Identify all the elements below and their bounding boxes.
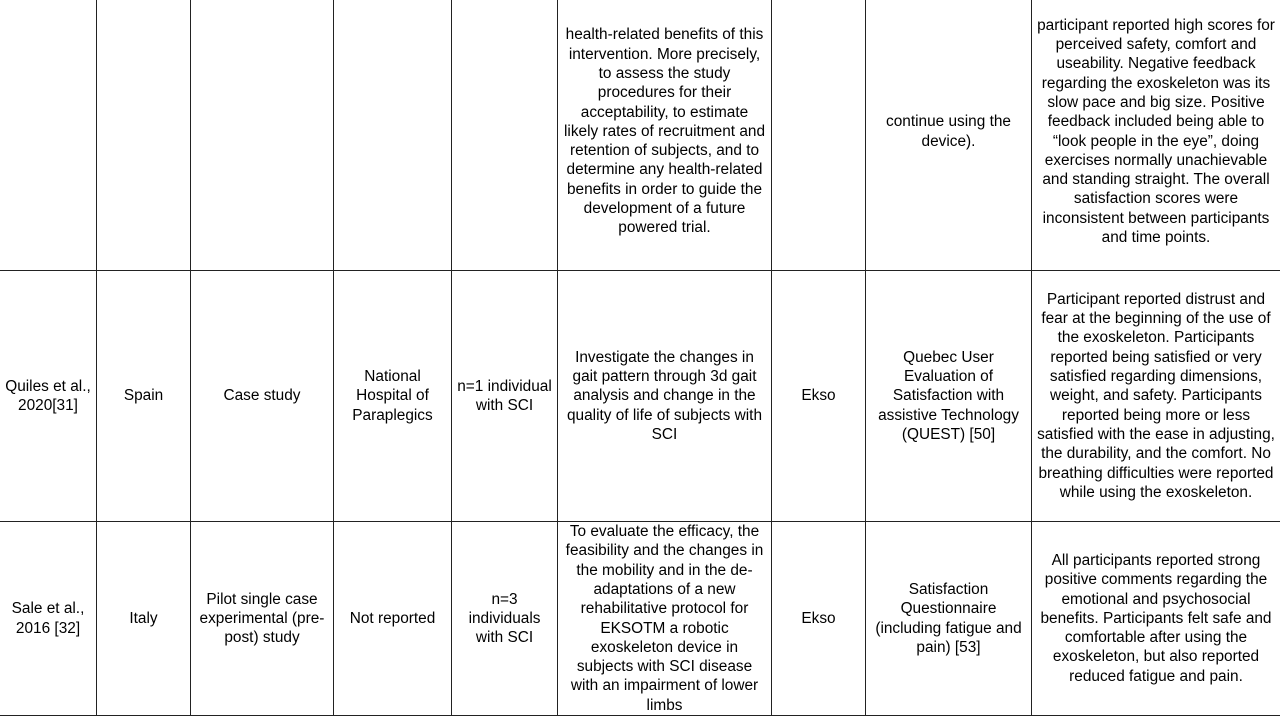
design-cell: Pilot single case experimental (pre-post) study xyxy=(191,522,334,716)
findings-cell: participant reported high scores for perceived safety, comfort and useability. Negative feedback regarding the exoskeleton was its slow pace and big size. Positive feedback included being able to “look people in the eye”, doing exercises normally unachievable and standing straight. The overall satisfaction scores were inconsistent between participants and time points. xyxy=(1032,0,1280,271)
table-row xyxy=(0,0,1280,271)
setting-cell xyxy=(334,0,452,271)
aim-cell: To evaluate the efficacy, the feasibility and the changes in the mobility and in the de-adaptations of a new rehabilitative protocol for EKSOTM a robotic exoskeleton device in subjects with SCI disease with an impairment of lower limbs xyxy=(558,522,772,716)
design-cell: Case study xyxy=(191,271,334,522)
design-cell xyxy=(191,0,334,271)
study-cell: Quiles et al., 2020[31] xyxy=(0,271,97,522)
country-cell: Italy xyxy=(97,522,191,716)
setting-cell: Not reported xyxy=(334,522,452,716)
device-cell xyxy=(772,0,866,271)
sample-cell: n=3 individuals with SCI xyxy=(452,522,558,716)
study-cell xyxy=(0,0,97,271)
aim-cell: Investigate the changes in gait pattern through 3d gait analysis and change in the quality of life of subjects with SCI xyxy=(558,271,772,522)
device-cell: Ekso xyxy=(772,271,866,522)
sample-cell xyxy=(452,0,558,271)
device-cell: Ekso xyxy=(772,522,866,716)
aim-cell: health-related benefits of this intervention. More precisely, to assess the study procedures for their acceptability, to estimate likely rates of recruitment and retention of subjects, and to determine any health-related benefits in order to guide the development of a future powered trial. xyxy=(558,0,772,271)
measure-cell: Quebec User Evaluation of Satisfaction with assistive Technology (QUEST) [50] xyxy=(866,271,1032,522)
study-cell: Sale et al., 2016 [32] xyxy=(0,522,97,716)
table-row xyxy=(0,271,1280,522)
table-row xyxy=(0,522,1280,716)
findings-cell: All participants reported strong positive comments regarding the emotional and psychosocial benefits. Participants felt safe and comfortable after using the exoskeleton, but also reported reduced fatigue and pain. xyxy=(1032,522,1280,716)
country-cell xyxy=(97,0,191,271)
measure-cell: continue using the device). xyxy=(866,0,1032,271)
measure-cell: Satisfaction Questionnaire (including fatigue and pain) [53] xyxy=(866,522,1032,716)
sample-cell: n=1 individual with SCI xyxy=(452,271,558,522)
setting-cell: National Hospital of Paraplegics xyxy=(334,271,452,522)
country-cell: Spain xyxy=(97,271,191,522)
findings-cell: Participant reported distrust and fear at the beginning of the use of the exoskeleton. Participants reported being satisfied or very satisfied regarding dimensions, weight, and safety. Participants reported being more or less satisfied with the ease in adjusting, the durability, and the comfort. No breathing difficulties were reported while using the exoskeleton. xyxy=(1032,271,1280,522)
